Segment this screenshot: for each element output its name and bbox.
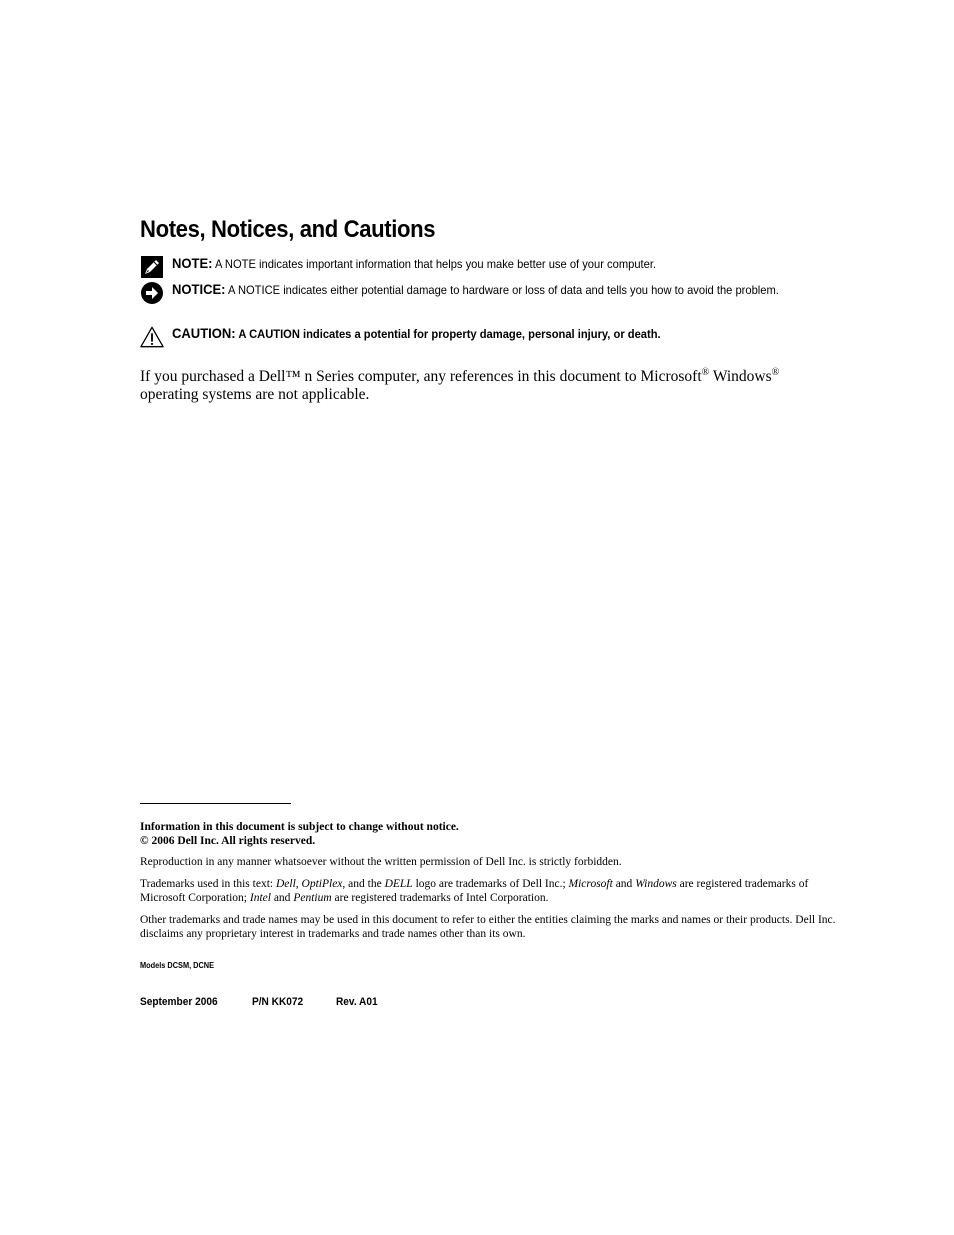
page-title: Notes, Notices, and Cautions (140, 216, 436, 243)
reproduction-notice: Reproduction in any manner whatsoever without the written permission of Dell Inc. is strictly forbidden. (140, 856, 622, 868)
tm-text: Trademarks used in this text: (140, 878, 276, 890)
note-body: A NOTE indicates important information that helps you make better use of your computer. (212, 257, 657, 271)
tm-windows: Windows (635, 878, 677, 890)
caution-body: A CAUTION indicates a potential for property damage, personal injury, or death. (235, 327, 661, 341)
body-text-1: If you purchased a Dell™ n Series computer, any references in this document to Microsoft (140, 368, 702, 385)
footer-part-number: P/N KK072 (252, 996, 304, 1008)
other-trademarks-notice: Other trademarks and trade names may be used in this document to refer to either the entities claiming the marks and names or their products. Dell Inc. disclaims any proprietary interest in trademarks and trade names other than its own. (140, 914, 836, 940)
footer-date: September 2006 (140, 996, 218, 1008)
copyright-line: © 2006 Dell Inc. All rights reserved. (140, 835, 316, 847)
tm-text: and (270, 892, 294, 904)
notice-label: NOTICE: (172, 281, 226, 297)
tm-text: , and the (342, 878, 385, 890)
registered-mark: ® (701, 367, 710, 378)
tm-dell: Dell (275, 878, 296, 890)
tm-text: are registered trademarks of Intel Corporation. (331, 892, 549, 904)
tm-optiplex: OptiPlex (301, 878, 343, 890)
tm-text: are registered trademarks of Microsoft Corporation; (140, 878, 809, 904)
notice-body: A NOTICE indicates either potential damage to hardware or loss of data and tells you how to avoid the problem. (225, 283, 779, 297)
tm-pentium: Pentium (293, 892, 332, 904)
change-notice (140, 820, 845, 848)
body-text-3: operating systems are not applicable. (140, 386, 370, 403)
n-series-paragraph (140, 368, 820, 404)
arrow-circle-icon (140, 281, 164, 305)
body-text-2: Windows (709, 368, 772, 385)
footnote-divider (140, 803, 291, 804)
note-text (172, 255, 823, 273)
pencil-note-icon (140, 255, 164, 279)
models-label: Models DCSM, DCNE (140, 961, 215, 970)
notice-box (140, 281, 820, 299)
tm-text: , (295, 878, 302, 890)
trademark-notice (140, 877, 845, 905)
warning-triangle-icon (140, 325, 164, 349)
note-box (140, 255, 820, 273)
note-label: NOTE: (172, 255, 213, 271)
footer-revision: Rev. A01 (336, 996, 378, 1008)
caution-label: CAUTION: (172, 325, 236, 341)
tm-microsoft: Microsoft (568, 878, 613, 890)
tm-text: and (612, 878, 636, 890)
tm-intel: Intel (249, 892, 271, 904)
notice-text (172, 281, 823, 299)
registered-mark: ® (771, 367, 780, 378)
caution-box (140, 325, 820, 343)
change-notice-line: Information in this document is subject to change without notice. (140, 821, 459, 833)
caution-text (172, 325, 823, 343)
tm-dell-logo: DELL (384, 878, 413, 890)
tm-text: logo are trademarks of Dell Inc.; (412, 878, 569, 890)
